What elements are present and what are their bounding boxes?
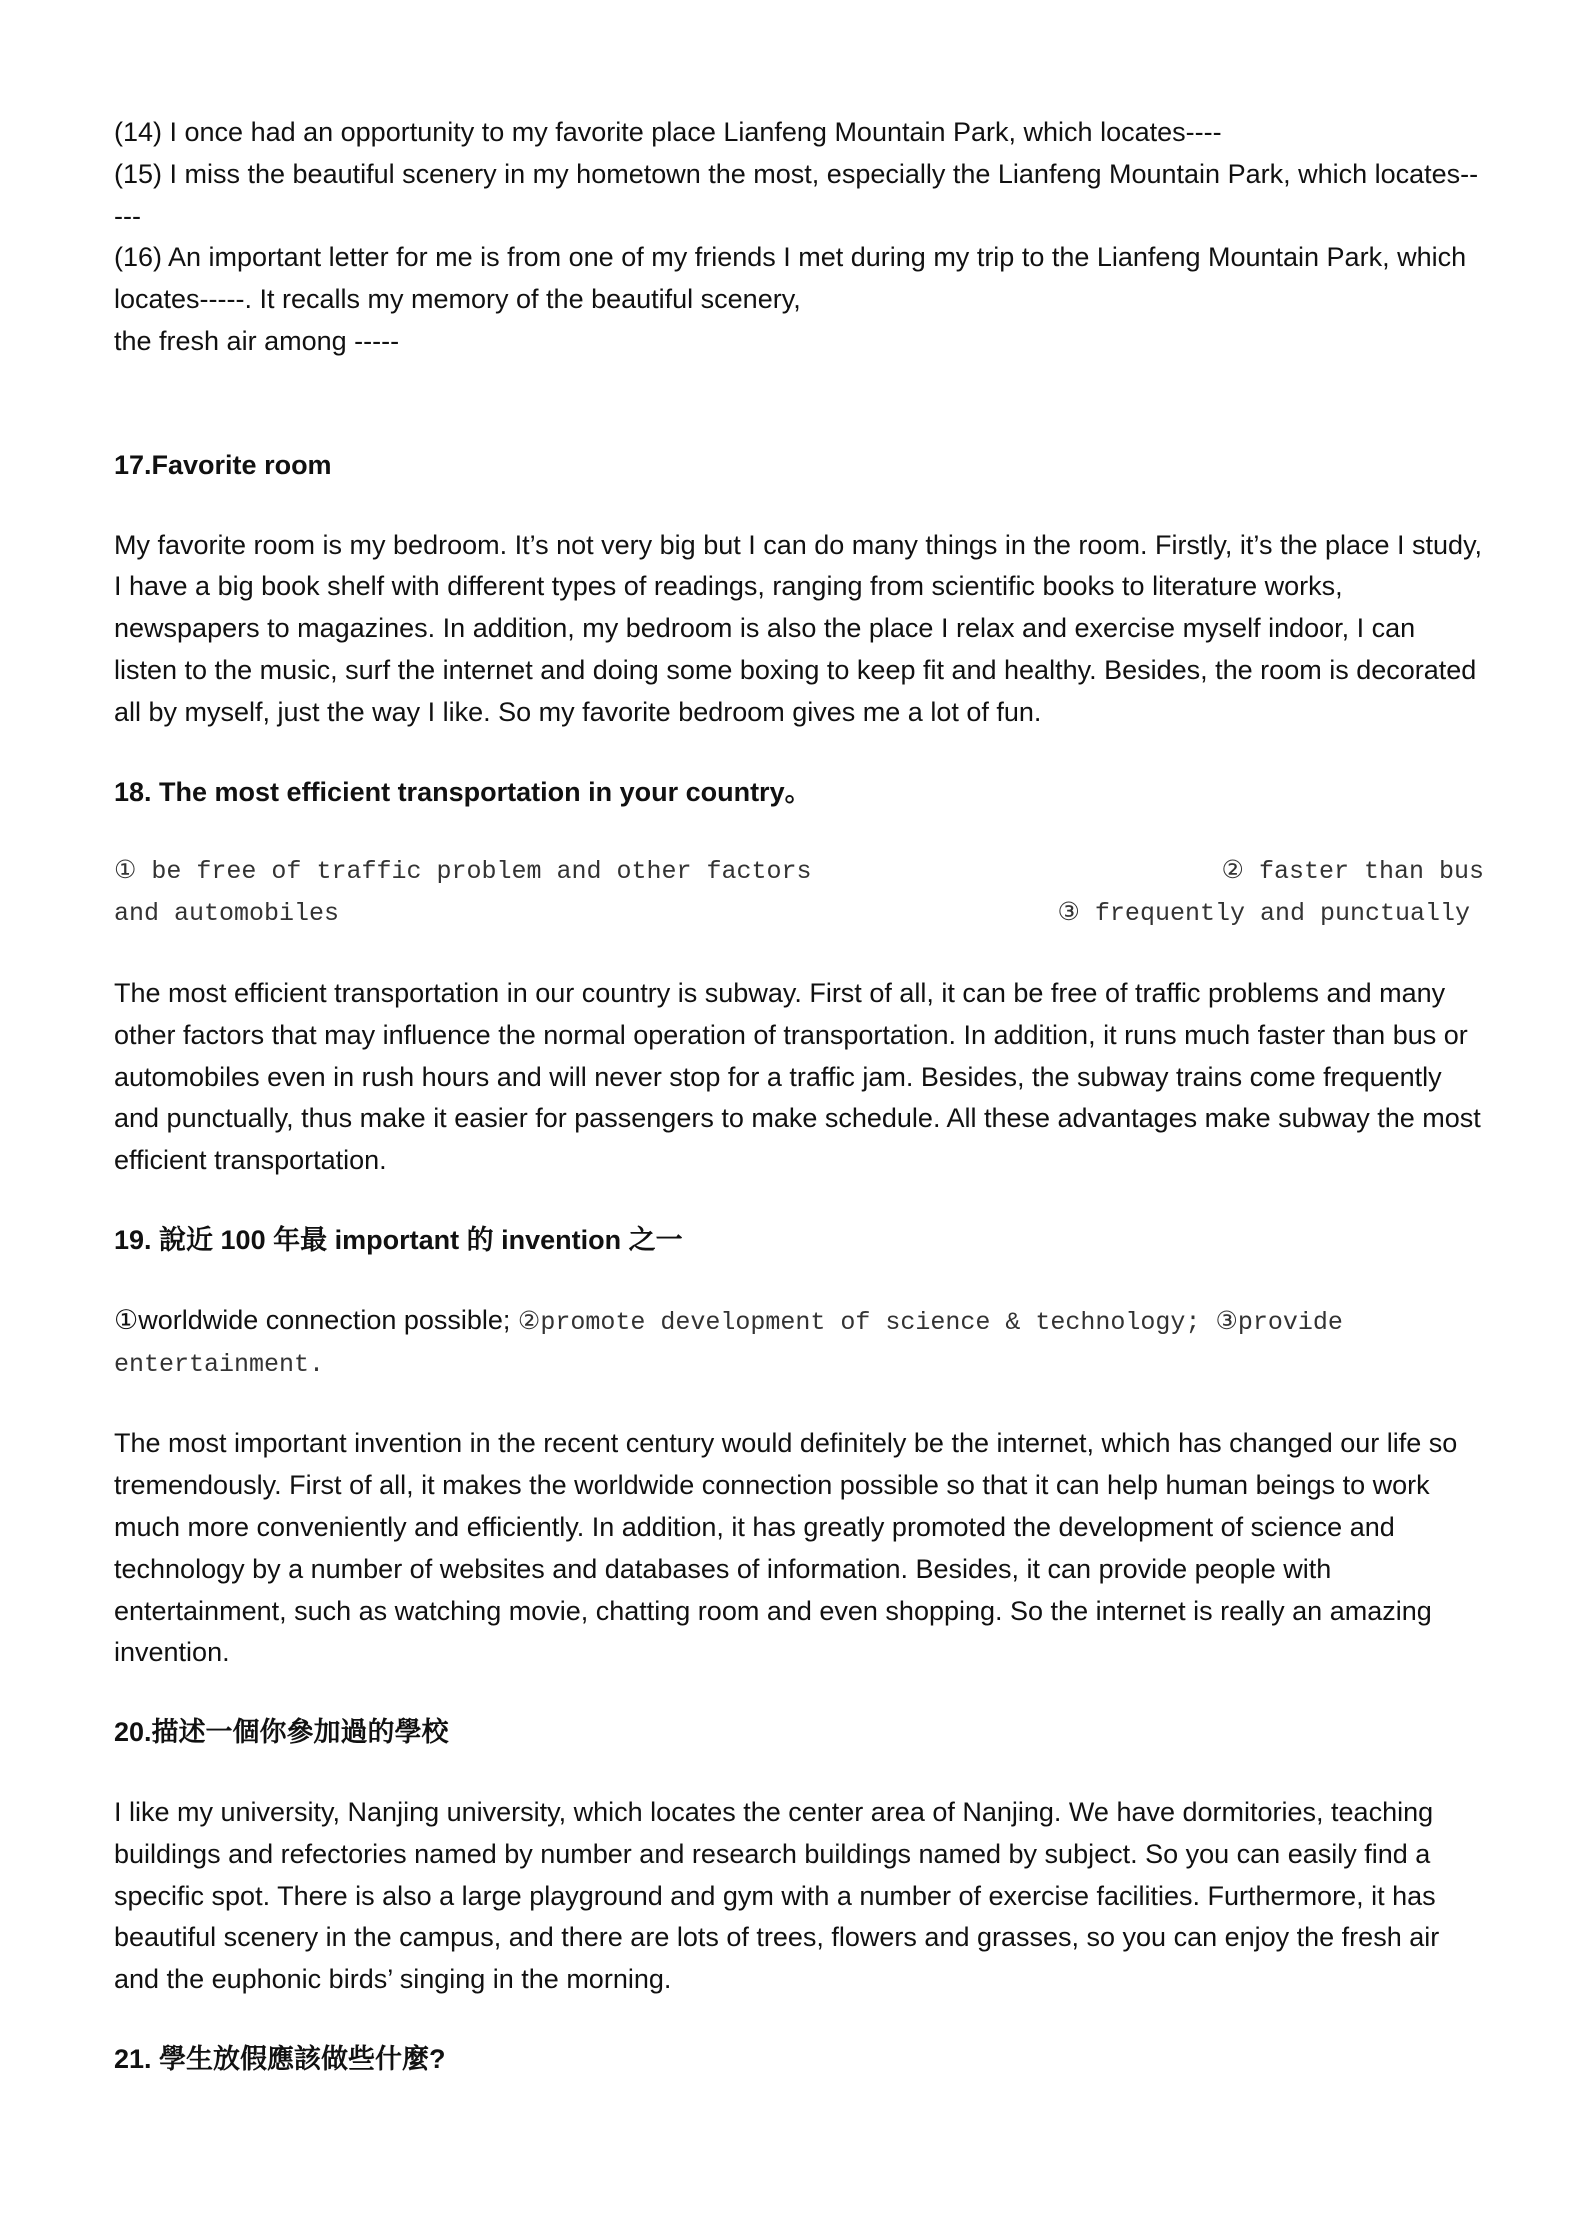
document-page — [114, 112, 1484, 2081]
section-19-points-rest: ②promote development of science & technology; ③provide entertainment. — [114, 1307, 1343, 1379]
spacer — [114, 1674, 1484, 1712]
section-17-heading: 17.Favorite room — [114, 449, 332, 480]
section-18-point-1: ① be free of traffic problem and other factors — [114, 857, 812, 887]
section-17-body: My favorite room is my bedroom. It’s not very big but I can do many things in the room. Firstly, it’s the place I study, I have a big book shelf with different types of readings, ranging from scientific books to literature works, newspapers to magazines. In addition, my bedroom is also the place I relax and exercise myself indoor, I can listen to the music, surf the internet and doing some boxing to keep fit and healthy. Besides, the room is decorated all by myself, just the way I like. So my favorite bedroom gives me a lot of fun. — [114, 529, 1483, 727]
spacer — [114, 1385, 1484, 1423]
section-19-heading: 19. 說近 100 年最 important 的 invention 之一 — [114, 1224, 683, 1255]
section-20-body: I like my university, Nanjing university, which locates the center area of Nanjing. We have dormitories, teaching buildings and refectories named by number and research buildings named by subject. So you can easily find a specific spot. There is also a large playground and gym with a number of exercise facilities. Furthermore, it has beautiful scenery in the campus, and there are lots of trees, flowers and grasses, so you can enjoy the fresh air and the euphonic birds’ singing in the morning. — [114, 1796, 1440, 1995]
spacer — [114, 2001, 1484, 2039]
section-19-point-1: ①worldwide connection possible; — [114, 1304, 518, 1335]
spacer — [114, 734, 1484, 772]
spacer — [114, 363, 1484, 445]
intro-line-16: (16) An important letter for me is from one of my friends I met during my trip to the Lianfeng Mountain Park, which locates-----. It recalls my memory of the beautiful scenery, — [114, 242, 1467, 315]
spacer — [114, 1754, 1484, 1792]
intro-line-16-continued: the fresh air among ----- — [114, 325, 400, 356]
section-19-points — [114, 1300, 1344, 1386]
section-18-point-2-continued: and automobiles — [114, 899, 340, 929]
spacer — [114, 487, 1484, 525]
section-18-points-row-1 — [114, 851, 1484, 893]
intro-line-15: (15) I miss the beautiful scenery in my hometown the most, especially the Lianfeng Mountain Park, which locates----- — [114, 158, 1479, 231]
intro-line-14: (14) I once had an opportunity to my favorite place Lianfeng Mountain Park, which locates---- — [114, 117, 1222, 147]
section-18-points-row-2 — [114, 893, 1470, 935]
section-18-point-2: ② faster than bus — [1221, 857, 1484, 887]
section-20-heading: 20.描述一個你參加過的學校 — [114, 1717, 449, 1748]
spacer — [114, 1182, 1484, 1220]
section-18-heading: 18. The most efficient transportation in your country。 — [114, 776, 812, 807]
section-18-point-3: ③ frequently and punctually — [1057, 899, 1470, 929]
section-21-heading: 21. 學生放假應該做些什麼? — [114, 2043, 446, 2074]
spacer — [114, 813, 1484, 851]
section-18-body: The most efficient transportation in our country is subway. First of all, it can be free of traffic problems and many other factors that may influence the normal operation of transportation. In addition, it runs much faster than bus or automobiles even in rush hours and will never stop for a traffic jam. Besides, the subway trains come frequently and punctually, thus make it easier for passengers to make schedule. All these advantages make subway the most efficient transportation. — [114, 977, 1481, 1176]
spacer — [114, 935, 1484, 973]
spacer — [114, 1262, 1484, 1300]
section-19-body: The most important invention in the recent century would definitely be the internet, which has changed our life so tremendously. First of all, it makes the worldwide connection possible so that it can help human beings to work much more conveniently and efficiently. In addition, it has greatly promoted the development of science and technology by a number of websites and databases of information. Besides, it can provide people with entertainment, such as watching movie, chatting room and even shopping. So the internet is really an amazing invention. — [114, 1428, 1458, 1668]
